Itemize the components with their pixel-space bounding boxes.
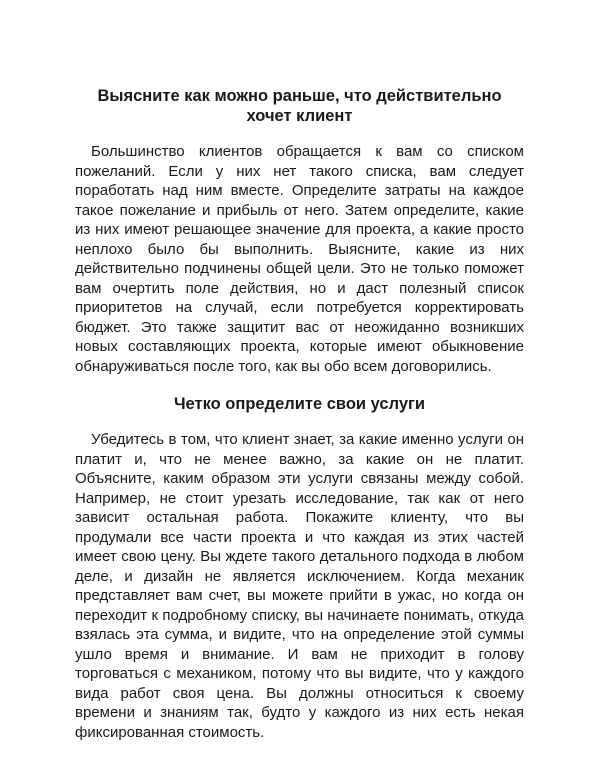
document-page [75,86,524,742]
section-paragraph-define-services: Убедитесь в том, что клиент знает, за какие именно услуги он платит и, что не менее важно, за какие он не платит. Объясните, каким образом эти услуги связаны между собой. Например, не стоит урезать исследование, так как от него зависит остальная работа. Покажите клиенту, что вы продумали все части проекта и что каждая из этих частей имеет свою цену. Вы ждете такого детального подхода в любом деле, и дизайн не является исключением. Когда механик представляет вам счет, вы можете прийти в ужас, но когда он переходит к подробному списку, вы начинаете понимать, откуда взялась эта сумма, и видите, что на определение этой суммы ушло время и внимание. И вам не приходит в голову торговаться с механиком, потому что вы видите, что у каждого вида работ своя цена. Вы должны относиться к своему времени и знаниям так, будто у каждого из них есть некая фиксированная стоимость. [75,431,524,741]
section-paragraph-client-wants: Большинство клиентов обращается к вам со списком пожеланий. Если у них нет такого списка, вам следует поработать над ним вместе. Определите затраты на каждое такое пожелание и прибыль от него. Затем определите, какие из них имеют решающее значение для проекта, а какие просто неплохо было бы выполнить. Выясните, какие из них действительно подчинены общей цели. Это не только поможет вам очертить поле действия, но и даст полезный список приоритетов на случай, если потребуется корректировать бюджет. Это также защитит вас от неожиданно возникших новых составляющих проекта, которые имеют обыкновение обнаруживаться после того, как вы обо всем договорились. [75,143,524,375]
section-heading-define-services: Четко определите свои услуги [173,395,426,413]
section-heading-client-wants: Выясните как можно раньше, что действительно хочет клиент [97,87,502,125]
